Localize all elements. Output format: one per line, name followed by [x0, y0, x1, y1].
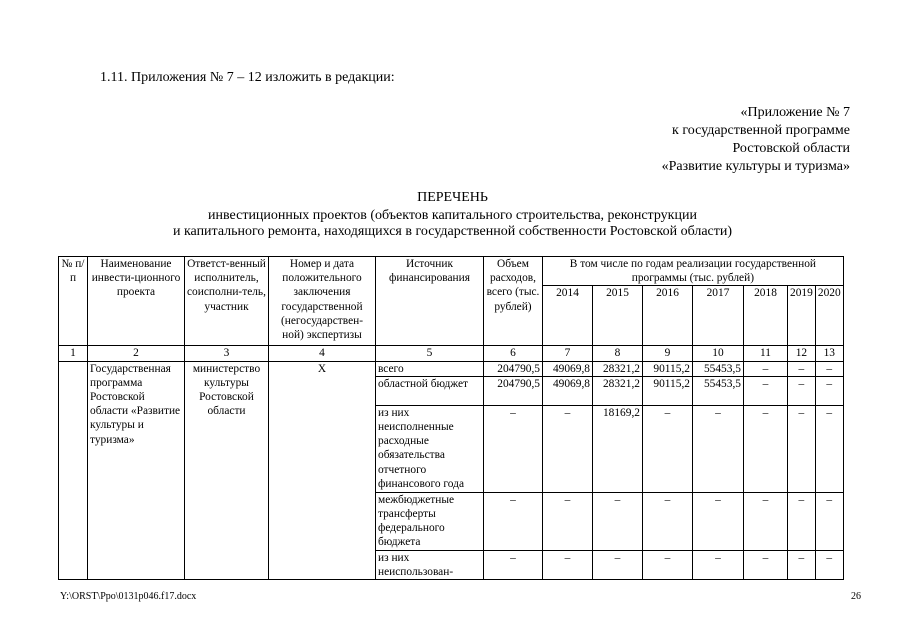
header-num: № п/п [59, 257, 88, 346]
header-year: 2016 [643, 286, 693, 346]
row-source: из них неисполненные расходные обязательства отчетного финансового года [376, 405, 484, 492]
project-responsible: министерство культуры Ростовской области [185, 361, 269, 580]
row-year-value: – [643, 492, 693, 550]
row-year-value: – [593, 550, 643, 579]
footer-page-number: 26 [851, 591, 861, 602]
column-number: 7 [543, 346, 593, 361]
header-source: Источник финансирования [376, 257, 484, 346]
row-year-value: – [543, 405, 593, 492]
row-year-value: – [693, 492, 744, 550]
row-year-value: – [593, 492, 643, 550]
column-number: 4 [269, 346, 376, 361]
appendix-line-1: «Приложение № 7 [740, 105, 850, 120]
row-year-value: 18169,2 [593, 405, 643, 492]
row-year-value: – [543, 492, 593, 550]
row-year-value: – [744, 361, 788, 376]
row-year-value: 28321,2 [593, 376, 643, 405]
project-name: Государственная программа Ростовской области «Развитие культуры и туризма» [88, 361, 185, 580]
row-year-value: 90115,2 [643, 376, 693, 405]
header-row [59, 257, 844, 286]
intro-text: 1.11. Приложения № 7 – 12 изложить в редакции: [100, 70, 395, 85]
row-year-value: 28321,2 [593, 361, 643, 376]
column-number: 6 [484, 346, 543, 361]
header-year: 2017 [693, 286, 744, 346]
row-year-value: – [788, 405, 816, 492]
column-number: 5 [376, 346, 484, 361]
header-year: 2015 [593, 286, 643, 346]
row-year-value: – [643, 405, 693, 492]
row-year-value: 55453,5 [693, 361, 744, 376]
appendix-line-2: к государственной программе [672, 123, 850, 138]
row-volume: – [484, 550, 543, 579]
row-source: межбюджетные трансферты федерального бюджета [376, 492, 484, 550]
row-volume: – [484, 405, 543, 492]
row-year-value: – [744, 376, 788, 405]
row-year-value: – [744, 550, 788, 579]
column-number: 13 [815, 346, 843, 361]
header-conclusion: Номер и дата положительного заключения государственной (негосударствен-ной) экспертизы [269, 257, 376, 346]
header-year: 2019 [788, 286, 816, 346]
document-title: ПЕРЕЧЕНЬ [417, 190, 488, 205]
header-responsible: Ответст-венный исполнитель, соисполни-тель, участник [185, 257, 269, 346]
row-year-value: – [643, 550, 693, 579]
row-year-value: – [744, 492, 788, 550]
row-year-value: 49069,8 [543, 376, 593, 405]
column-number: 8 [593, 346, 643, 361]
header-name: Наименование инвести-ционного проекта [88, 257, 185, 346]
document-subtitle-line-2: и капитального ремонта, находящихся в государственной собственности Ростовской области) [172, 224, 733, 239]
row-source: всего [376, 361, 484, 376]
column-number: 11 [744, 346, 788, 361]
footer-file-path: Y:\ORST\Ppo\0131p046.f17.docx [60, 591, 197, 602]
row-year-value: – [788, 376, 816, 405]
appendix-header [662, 104, 850, 176]
document-subtitle-line-1: инвестиционных проектов (объектов капитального строительства, реконструкции [208, 208, 697, 223]
row-year-value: – [815, 376, 843, 405]
row-number-cell [59, 361, 88, 580]
header-year: 2020 [815, 286, 843, 346]
table-row [59, 361, 844, 376]
column-number: 2 [88, 346, 185, 361]
row-year-value: – [815, 550, 843, 579]
row-year-value: – [788, 550, 816, 579]
row-year-value: 90115,2 [643, 361, 693, 376]
row-year-value: – [543, 550, 593, 579]
row-year-value: – [744, 405, 788, 492]
column-number: 3 [185, 346, 269, 361]
column-numbers-row [59, 346, 844, 361]
row-year-value: – [788, 492, 816, 550]
header-years-group: В том числе по годам реализации государственной программы (тыс. рублей) [543, 257, 844, 286]
column-number: 10 [693, 346, 744, 361]
row-year-value: – [693, 405, 744, 492]
row-volume: 204790,5 [484, 361, 543, 376]
project-conclusion: Х [269, 361, 376, 580]
row-year-value: – [815, 492, 843, 550]
column-number: 9 [643, 346, 693, 361]
row-source: областной бюджет [376, 376, 484, 405]
row-volume: 204790,5 [484, 376, 543, 405]
column-number: 1 [59, 346, 88, 361]
row-year-value: 49069,8 [543, 361, 593, 376]
appendix-line-3: Ростовской области [732, 141, 850, 156]
header-year: 2018 [744, 286, 788, 346]
investment-projects-table [58, 256, 844, 580]
header-volume: Объем расходов, всего (тыс. рублей) [484, 257, 543, 346]
row-volume: – [484, 492, 543, 550]
row-year-value: – [815, 361, 843, 376]
row-year-value: – [693, 550, 744, 579]
column-number: 12 [788, 346, 816, 361]
row-year-value: – [815, 405, 843, 492]
row-source: из них неиспользован- [376, 550, 484, 579]
row-year-value: – [788, 361, 816, 376]
appendix-line-4: «Развитие культуры и туризма» [661, 159, 850, 174]
row-year-value: 55453,5 [693, 376, 744, 405]
header-year: 2014 [543, 286, 593, 346]
